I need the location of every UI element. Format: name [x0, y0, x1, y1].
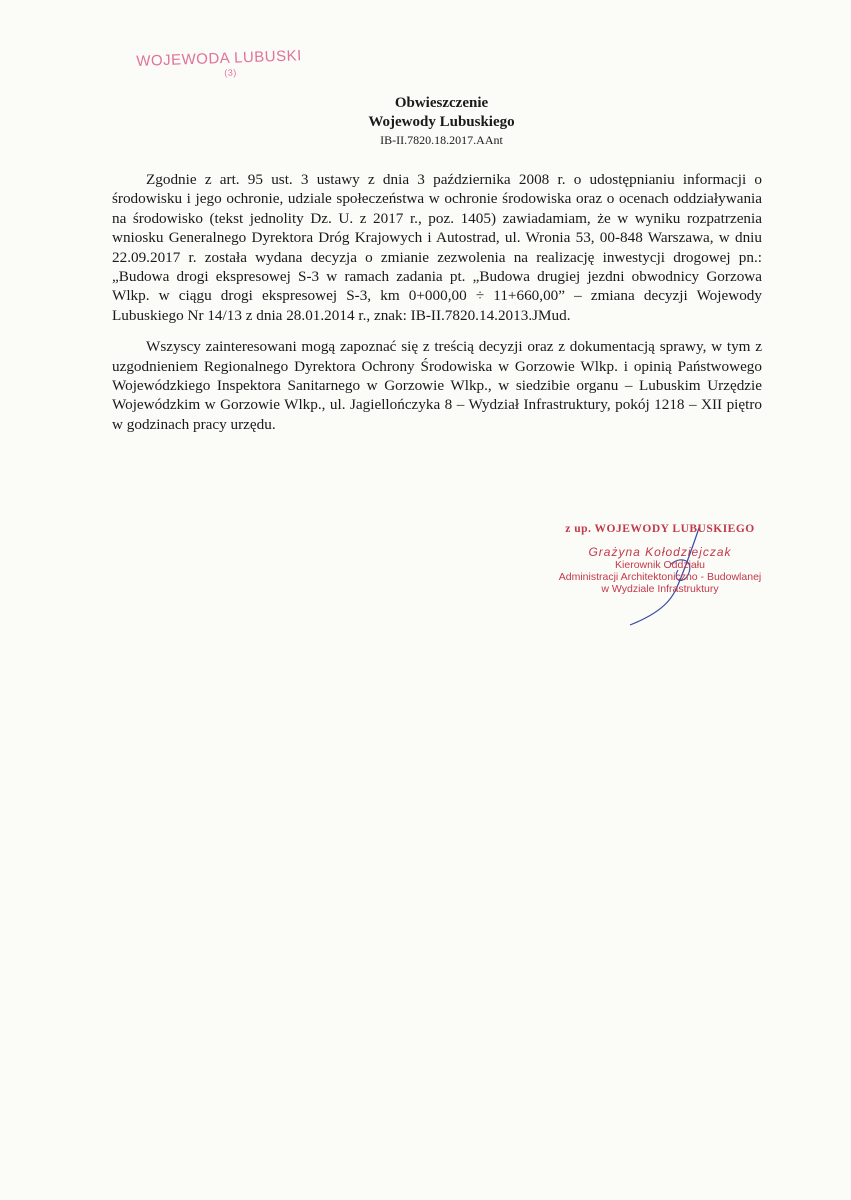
signatory-role-2: Administracji Architektoniczno - Budowlanej	[558, 571, 762, 583]
signatory-role-1: Kierownik Oddziału	[615, 559, 705, 571]
voivode-stamp	[136, 47, 302, 81]
signature-stamp	[540, 523, 780, 595]
stamp-number: (3)	[224, 67, 237, 78]
document-header	[0, 94, 851, 148]
document-body	[112, 170, 762, 446]
reference-number: IB-II.7820.18.2017.AAnt	[380, 133, 503, 147]
signatory-name: Grażyna Kołodziejczak	[588, 545, 732, 559]
document-title: Obwieszczenie	[394, 95, 489, 111]
paragraph-2: Wszyscy zainteresowani mogą zapoznać się z treścią decyzji oraz z dokumentacją sprawy, w tym z uzgodnieniem Regionalnego Dyrektora Ochrony Środowiska w Gorzowie Wlkp. i opinią Państwowego Wojewódzkiego Inspektora Sanitarnego w Gorzowie Wlkp., w siedzibie organu – Lubuskim Urzędzie Wojewódzkim w Gorzowie Wlkp., ul. Jagiellończyka 8 – Wydział Infrastruktury, pokój 1218 – XII piętro w godzinach pracy urzędu.	[112, 338, 762, 433]
stamp-title: WOJEWODA LUBUSKI	[136, 47, 303, 70]
document-issuer: Wojewody Lubuskiego	[368, 114, 515, 130]
paragraph-1: Zgodnie z art. 95 ust. 3 ustawy z dnia 3 października 2008 r. o udostępnianiu informacji o środowisku i jego ochronie, udziale społeczeństwa w ochronie środowiska oraz o ocenach oddziaływania na środowisko (tekst jednolity Dz. U. z 2017 r., poz. 1405) zawiadamiam, że w wyniku rozpatrzenia wniosku Generalnego Dyrektora Dróg Krajowych i Autostrad, ul. Wronia 53, 00-848 Warszawa, w dniu 22.09.2017 r. została wydana decyzja o zmianie zezwolenia na realizację inwestycji drogowej pn.: „Budowa drogi ekspresowej S-3 w ramach zadania pt. „Budowa drugiej jezdni obwodnicy Gorzowa Wlkp. w ciągu drogi ekspresowej S-3, km 0+000,00 ÷ 11+660,00” – zmiana decyzji Wojewody Lubuskiego Nr 14/13 z dnia 28.01.2014 r., znak: IB-II.7820.14.2013.JMud.	[112, 171, 762, 324]
on-behalf-line: z up. WOJEWODY LUBUSKIEGO	[565, 523, 755, 535]
signatory-role-3: w Wydziale Infrastruktury	[601, 583, 719, 595]
